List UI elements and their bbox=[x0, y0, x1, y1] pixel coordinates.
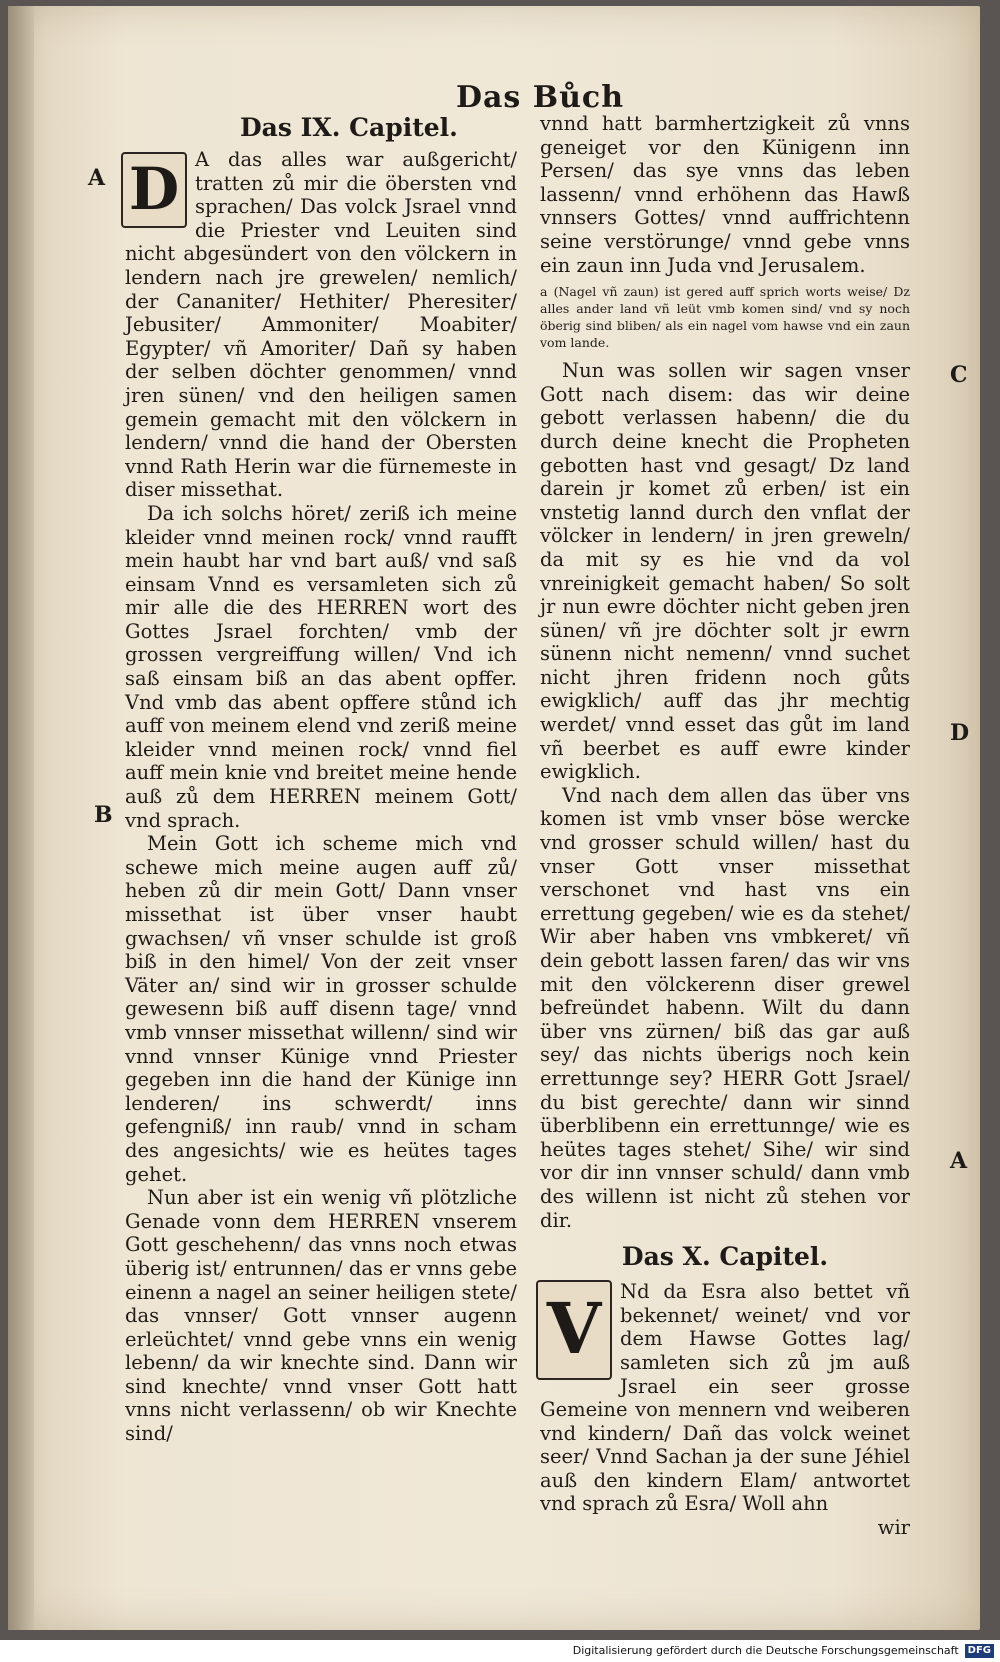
initial-letter: D bbox=[121, 152, 187, 228]
paragraph bbox=[540, 1280, 910, 1516]
paragraph: vnnd hatt barmhertzigkeit zů vnns geneiget vor den Künigenn inn Persen/ das sye vnns das leben lassenn/ vnnd erhöhenn das Hawß vnnsers Gottes/ vnnd auffrichtenn seine verstörunge/ vnnd gebe vnns ein zaun inn Juda vnd Jerusalem. bbox=[540, 112, 910, 277]
page-gutter bbox=[8, 6, 34, 1630]
margin-letter-b: B bbox=[94, 802, 113, 828]
chapter-heading-9: Das IX. Capitel. bbox=[240, 113, 458, 142]
margin-letter-c: C bbox=[950, 362, 968, 388]
paragraph: Nun was sollen wir sagen vnser Gott nach disem: das wir deine gebott verlassen habenn/ die du durch deine knecht die Propheten gebotten hast vnd gesagt/ Dz land darein jr komet zů erben/ ist ein vnstetig lannd durch den vnflat der völcker in lendern/ in jren greweln/ da mit sy es hie vnd da vol vnreinigkeit gemacht haben/ So solt jr nun ewre döchter nicht geben jren sünen/ vñ jre döchter solt jr ewrn sünenn nicht nemenn/ vnnd suchet nicht jhren fridenn noch gůts ewigklich/ auff das jhr mechtig werdet/ vnnd esset das gůt im land vñ beerbet es auff ewre kinder ewigklich. bbox=[540, 359, 910, 784]
catchword: wir bbox=[877, 1516, 910, 1540]
left-text-column bbox=[125, 148, 517, 1446]
marginal-note: a (Nagel vñ zaun) ist gered auff sprich worts weise/ Dz alles ander land vñ leüt vmb komen sind/ vnd sy noch öberig sind bliben/ als ein nagel vom hawse vnd ein zaun vom lande. bbox=[540, 284, 910, 351]
initial-letter: V bbox=[536, 1280, 612, 1380]
dfg-logo: DFG bbox=[965, 1644, 994, 1658]
digitization-footer bbox=[0, 1640, 1000, 1662]
chapter-heading-10: Das X. Capitel. bbox=[621, 1242, 829, 1272]
margin-letter-a: A bbox=[88, 165, 106, 191]
margin-letter-a2: A bbox=[950, 1148, 968, 1174]
paragraph-text: Nd da Esra also bettet vñ bekennet/ weinet/ vnd vor dem Hawse Gottes lag/ samleten sich zů jm auß Jsrael ein seer grosse Gemeine von mennern vnd weiberen vnd kindern/ Dañ das volck weinet seer/ Vnnd Sachan ja der sune Jéhiel auß den kindern Elam/ antwortet vnd sprach zů Esra/ Woll ahn bbox=[540, 1280, 910, 1516]
paragraph-text: A das alles war außgericht/ tratten zů mir die öbersten vnd sprachen/ Das volck Jsrael vnnd die Priester vnd Leuiten sind nicht abgesündert von den völckern in lendern nach jre grewelen/ nemlich/ der Cananiter/ Hethiter/ Pheresiter/ Jebusiter/ Ammoniter/ Moabiter/ Egypter/ vñ Amoriter/ Dañ sy haben der selben döchter genommen/ vnnd jren sünen/ vnd den heiligen samen gemein gemacht mit den völckern in lendern/ vnnd die hand der Obersten vnnd Rath Herin war die fürnemeste in diser missethat. bbox=[125, 148, 517, 502]
paragraph: Mein Gott ich scheme mich vnd schewe mich meine augen auff zů/ heben zů dir mein Gott/ Dann vnser missethat ist über vnser haubt gwachsen/ vñ vnser schulde ist groß biß in den himel/ Von der zeit vnser Väter an/ sind wir in grosser schulde gewesenn biß auff disenn tage/ vnnd vmb vnnser missethat willenn/ sind wir vnnd vnnser Künige vnnd Priester gegeben inn die hand der Künige inn lenderen/ ins schwerdt/ inns gefengniß/ inn raub/ vnnd in scham des angesichts/ wie es heütes tages gehet. bbox=[125, 832, 517, 1186]
footer-text: Digitalisierung gefördert durch die Deutsche Forschungsgemeinschaft bbox=[572, 1644, 959, 1657]
paragraph: Nun aber ist ein wenig vñ plötzliche Genade vonn dem HERREN vnserem Gott geschehenn/ das vnns noch etwas überig ist/ entrunnen/ das er vnns gebe einenn a nagel an seiner heiligen stete/ das vnnser/ Gott vnnser augenn erleüchtet/ vnnd gebe vnns ein wenig lebenn/ da wir knechte sind. Dann wir sind knechte/ vnnd vnser Gott hatt vnns nicht verlassenn/ ob wir Knechte sind/ bbox=[125, 1186, 517, 1446]
right-text-column bbox=[540, 112, 910, 1540]
paragraph bbox=[125, 148, 517, 502]
paragraph: Da ich solchs höret/ zeriß ich meine kleider vnnd meinen rock/ vnnd raufft mein haubt har vnd bart auß/ vnd saß einsam Vnnd es versamleten sich zů mir alle die des HERREN wort des Gottes Jsrael forchten/ vmb der grossen vergreiffung willen/ Vnd ich saß einsam biß an das abent opffer. Vnd vmb das abent opffere stůnd ich auff von meinem elend vnd zeriß meine kleider vnnd meinen rock/ vnnd fiel auff mein knie vnd breitet meine hende auß zů dem HERREN meinem Gott/ vnd sprach. bbox=[125, 501, 517, 832]
margin-letter-d: D bbox=[950, 720, 970, 746]
running-head: Das Bůch bbox=[455, 80, 625, 115]
paragraph: Vnd nach dem allen das über vns komen ist vmb vnser böse wercke vnd grosser schuld willen/ hast du vnser Gott vnser missethat verschonet vnd hast vns ein errettung gegeben/ wie es da stehet/ Wir aber haben vns vmbkeret/ vñ dein gebott lassen faren/ das wir vns mit den völckerenn diser grewel befreündet habenn. Wilt du dann über vns zürnen/ biß das gar auß sey/ das nichts überigs noch kein errettunnge sey? HERR Gott Jsrael/ du bist gerechte/ dann wir sinnd überblibenn ein errettunnge/ wie es heütes tages stehet/ Sihe/ wir sind vor dir inn vnnser schuld/ dann vmb des willenn ist nicht zů stehen vor dir. bbox=[540, 783, 910, 1232]
